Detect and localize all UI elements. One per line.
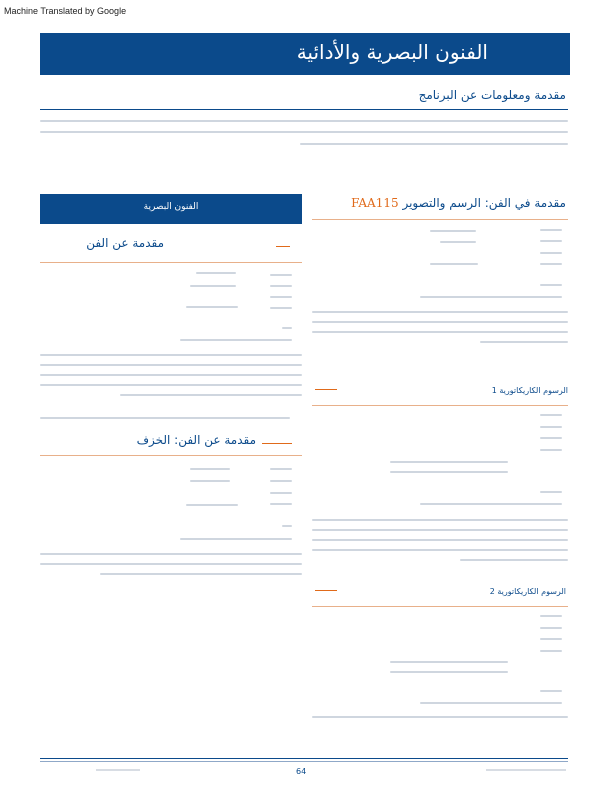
machine-translated-label: Machine Translated by Google <box>4 6 127 16</box>
footer-rule <box>40 761 568 762</box>
course-code-mark <box>315 590 337 591</box>
section-rule <box>312 606 568 607</box>
meta-line <box>270 274 292 276</box>
course-title-text: مقدمة في الفن: الرسم والتصوير <box>402 196 566 210</box>
desc-line <box>40 563 302 565</box>
visual-arts-section-label: الفنون البصرية <box>143 202 199 212</box>
meta-line <box>270 296 292 298</box>
page-number: 64 <box>296 767 307 776</box>
course-code-mark <box>276 246 290 247</box>
meta-line <box>430 263 478 265</box>
desc-line <box>312 539 568 541</box>
section-rule <box>312 219 568 220</box>
ceramics-heading: مقدمة عن الفن: الخزف <box>136 433 256 447</box>
meta-line <box>390 671 508 673</box>
desc-line <box>312 331 568 333</box>
meta-line <box>420 503 562 505</box>
meta-line <box>540 650 562 652</box>
meta-line <box>196 272 236 274</box>
subtitle-rule <box>40 109 568 110</box>
meta-line <box>270 503 292 505</box>
meta-line <box>420 702 562 704</box>
meta-line <box>540 426 562 428</box>
footer-line <box>486 769 566 771</box>
course-code: FAA115 <box>351 196 399 210</box>
desc-line <box>460 559 568 561</box>
section-rule <box>312 405 568 406</box>
desc-line <box>312 311 568 313</box>
desc-line <box>40 354 302 356</box>
caricature1-heading: الرسوم الكاريكاتورية 1 <box>491 386 568 395</box>
course-code-mark <box>262 443 292 444</box>
meta-line <box>186 306 238 308</box>
desc-line <box>312 529 568 531</box>
meta-line <box>540 690 562 692</box>
meta-line <box>390 471 508 473</box>
meta-line <box>540 627 562 629</box>
intro-subtitle: مقدمة ومعلومات عن البرنامج <box>418 88 566 102</box>
footer-line <box>96 769 140 771</box>
section-rule <box>40 262 302 263</box>
meta-line <box>420 296 562 298</box>
meta-line <box>540 638 562 640</box>
desc-line <box>480 341 568 343</box>
meta-line <box>190 480 230 482</box>
meta-line <box>430 230 476 232</box>
desc-line <box>40 553 302 555</box>
intro-text-line <box>40 131 568 133</box>
meta-line <box>440 241 476 243</box>
meta-line <box>270 285 292 287</box>
caricature2-heading: الرسوم الكاريكاتورية 2 <box>489 587 566 596</box>
desc-line <box>312 321 568 323</box>
meta-line <box>270 480 292 482</box>
desc-line <box>312 519 568 521</box>
meta-line <box>270 468 292 470</box>
footer-rule <box>40 758 568 759</box>
meta-line <box>270 307 292 309</box>
meta-line <box>180 339 292 341</box>
desc-line <box>100 573 302 575</box>
meta-line <box>540 229 562 231</box>
desc-line <box>312 549 568 551</box>
meta-line <box>540 449 562 451</box>
meta-line <box>540 437 562 439</box>
desc-line <box>40 364 302 366</box>
meta-line <box>540 615 562 617</box>
meta-line <box>190 285 236 287</box>
meta-line <box>270 492 292 494</box>
section-rule <box>40 455 302 456</box>
meta-line <box>282 327 292 329</box>
desc-line <box>312 716 568 718</box>
intro-text-line <box>300 143 568 145</box>
desc-line <box>40 374 302 376</box>
art-intro-heading: مقدمة عن الفن <box>86 236 164 250</box>
intro-text-line <box>40 120 568 122</box>
desc-line <box>40 417 290 419</box>
meta-line <box>540 252 562 254</box>
meta-line <box>540 240 562 242</box>
meta-line <box>180 538 292 540</box>
page-title: الفنون البصرية والأدائية <box>296 40 488 64</box>
desc-line <box>120 394 302 396</box>
desc-line <box>40 384 302 386</box>
meta-line <box>540 263 562 265</box>
meta-line <box>540 491 562 493</box>
meta-line <box>540 414 562 416</box>
meta-line <box>186 504 238 506</box>
meta-line <box>190 468 230 470</box>
meta-line <box>390 461 508 463</box>
meta-line <box>540 284 562 286</box>
course-heading <box>351 196 566 210</box>
course-code-mark <box>315 389 337 390</box>
meta-line <box>390 661 508 663</box>
meta-line <box>282 525 292 527</box>
